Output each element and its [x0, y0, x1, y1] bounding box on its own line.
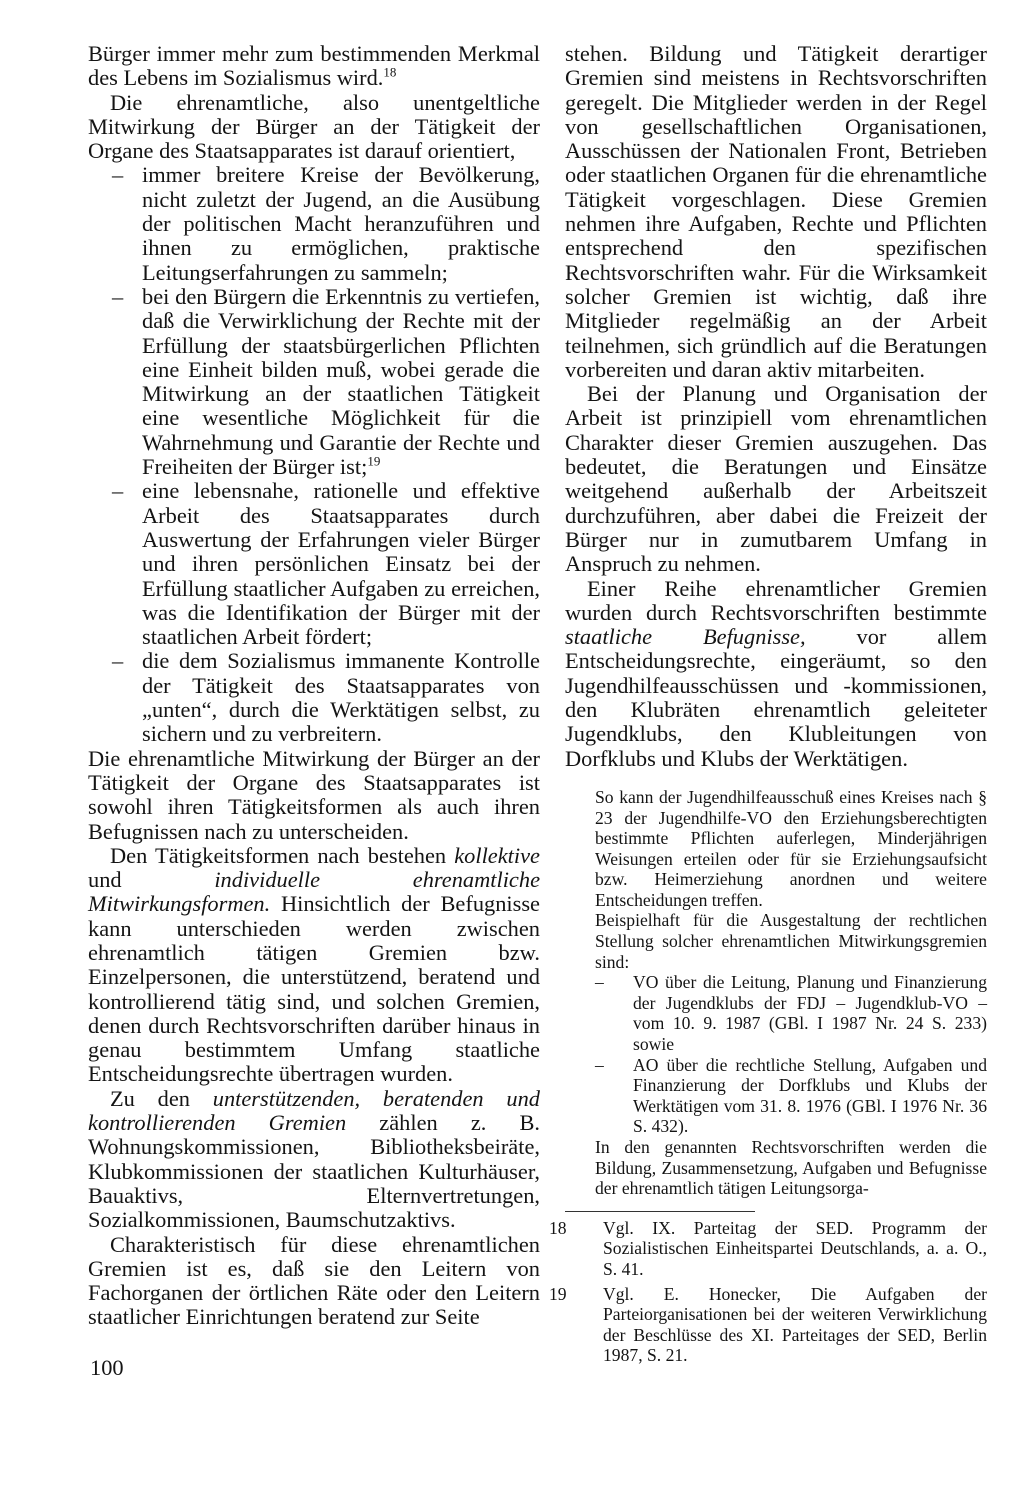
paragraph: Die ehrenamtliche, also unentgeltliche Mitwirkung der Bürger an der Tätigkeit der Organe des Staatsapparates ist darauf orientiert,	[88, 89, 540, 164]
dash-marker: –	[112, 283, 124, 309]
dash-marker: –	[595, 1054, 604, 1075]
paragraph: Beispielhaft für die Ausgestaltung der rechtlichen Stellung solcher ehrenamtlichen Mitwirkungsgremien sind:	[595, 910, 987, 972]
dash-marker: –	[112, 162, 124, 188]
paragraph: Bürger immer mehr zum bestimmenden Merkmal des Lebens im Sozialismus wird.$^{18}$	[88, 41, 540, 91]
footnote-ref[interactable]: 19	[367, 453, 381, 469]
footnote-number: 18	[549, 1217, 567, 1238]
dash-marker: –	[595, 972, 604, 993]
left-column	[88, 42, 540, 1330]
paragraph: Einer Reihe ehrenamtlicher Gremien wurden durch Rechtsvorschriften bestimmte staatliche Befugnisse, vor allem Entscheidungsrechte, eingeräumt, so den Jugendhilfeausschüssen und -kommissionen, den Klubräten ehrenamtlich geleiteter Jugendklubs, den Klubleitungen von Dorfklubs und Klubs der Werktätigen.	[565, 575, 988, 771]
paragraph: Die ehrenamtliche Mitwirkung der Bürger an der Tätigkeit der Organe des Staatsapparates ist sowohl ihren Tätigkeitsformen als auch ihren Befugnissen nach zu unterscheiden.	[88, 745, 540, 844]
paragraph: In den genannten Rechtsvorschriften werden die Bildung, Zusammensetzung, Aufgaben und Befugnisse der ehrenamtlich tätigen Leitungsorga-	[595, 1137, 987, 1199]
paragraph: Charakteristisch für diese ehrenamtlichen Gremien ist es, daß sie den Leitern von Fachorganen der örtlichen Räte oder den Leitern staatlicher Einrichtungen beratend zur Seite	[88, 1231, 540, 1330]
paragraph: stehen. Bildung und Tätigkeit derartiger Gremien sind meistens in Rechtsvorschriften geregelt. Die Mitglieder werden in der Regel von gesellschaftlichen Organisationen, Ausschüssen der Nationalen Front, Betrieben oder staatlichen Organen für die ehrenamtliche Tätigkeit vorgeschlagen. Diese Gremien nehmen ihre Aufgaben, Rechte und Pflichten entsprechend den spezifischen Rechtsvorschriften wahr. Für die Wirksamkeit solcher Gremien ist wichtig, daß ihre Mitglieder regelmäßig an der Arbeit teilnehmen, sich gründlich auf die Beratungen vorbereiten und daran aktiv mitarbeiten.	[565, 41, 987, 382]
list-item: – AO über die rechtliche Stellung, Aufgaben und Finanzierung der Dorfklubs und Klubs der Werktätigen vom 31. 8. 1976 (GBl. I 1976 Nr. 36 S. 432).	[595, 1054, 987, 1137]
footnote-divider	[565, 1211, 755, 1212]
list-item: – bei den Bürgern die Erkenntnis zu vertiefen, daß die Verwirklichung der Rechte mit der Erfüllung der staatsbürgerlichen Pflichten eine Einheit bilden muß, wobei gerade die Mitwirkung an der staatlichen Tätigkeit eine wesentliche Möglichkeit für die Wahrnehmung und Garantie der Rechte und Freiheiten der Bürger ist;$^{19}$	[112, 283, 540, 480]
footnote: 18 Vgl. IX. Parteitag der SED. Programm der Sozialistischen Einheitspartei Deutschlands, a. a. O., S. 41.	[549, 1217, 987, 1279]
list-item: – immer breitere Kreise der Bevölkerung, nicht zuletzt der Jugend, an die Ausübung der politischen Macht heranzuführen und ihnen zu ermöglichen, praktische Leitungserfahrungen zu sammeln;	[112, 162, 540, 285]
footnote: 19 Vgl. E. Honecker, Die Aufgaben der Parteiorganisationen bei der weiteren Verwirklichung der Beschlüsse des XI. Parteitages der SED, Berlin 1987, S. 21.	[549, 1283, 987, 1366]
paragraph: So kann der Jugendhilfeausschuß eines Kreises nach § 23 der Jugendhilfe-VO den Erziehungsberechtigten bestimmte Pflichten auferlegen, Minderjährigen Weisungen erteilen oder für sie Erziehungsaufsicht bzw. Heimerziehung anordnen und weitere Entscheidungen treffen.	[595, 786, 987, 910]
footnote-ref[interactable]: 18	[383, 64, 397, 80]
right-column	[549, 41, 988, 1370]
list-item: – die dem Sozialismus immanente Kontrolle der Tätigkeit des Staatsapparates von „unten“, durch die Werktätigen selbst, zu sichern und zu verbreitern.	[112, 648, 540, 747]
dash-marker: –	[112, 478, 124, 504]
small-print-block	[595, 787, 987, 1199]
paragraph: Zu den unterstützenden, beratenden und kontrollierenden Gremien zählen z. B. Wohnungskommissionen, Bibliotheksbeiräte, Klubkommissionen der staatlichen Kulturhäuser, Bauaktivs, Elternvertretungen, Sozialkommissionen, Baumschutzaktivs.	[88, 1085, 541, 1233]
paragraph: Den Tätigkeitsformen nach bestehen kollektive und individuelle ehrenamtliche Mitwirkungsformen. Hinsichtlich der Befugnisse kann unterschieden werden zwischen ehrenamtlich tätigen Gremien bzw. Einzelpersonen, die unterstützend, beratend und kontrollierend tätig sind, und solchen Gremien, denen durch Rechtsvorschriften darüber hinaus in genau bestimmtem Umfang staatliche Entscheidungsrechte übertragen wurden.	[88, 842, 541, 1087]
page-number: 100	[90, 1355, 124, 1380]
list-item: – VO über die Leitung, Planung und Finanzierung der Jugendklubs der FDJ – Jugendklub-VO – vom 10. 9. 1987 (GBl. I 1987 Nr. 24 S. 233) sowie	[595, 972, 987, 1055]
list-item: – eine lebensnahe, rationelle und effektive Arbeit des Staatsapparates durch Auswertung der Erfahrungen vieler Bürger und ihren persönlichen Einsatz bei der Erfüllung staatlicher Aufgaben zu erreichen, was die Identifikation der Bürger mit der staatlichen Arbeit fördert;	[112, 478, 540, 650]
dash-marker: –	[112, 648, 124, 674]
footnote-number: 19	[549, 1283, 567, 1304]
paragraph: Bei der Planung und Organisation der Arbeit ist prinzipiell vom ehrenamtlichen Charakter dieser Gremien auszugehen. Das bedeutet, die Beratungen und Einsätze weitgehend außerhalb der Arbeitszeit durchzuführen, aber dabei die Freizeit der Bürger nur in zumutbarem Umfang in Anspruch zu nehmen.	[565, 381, 987, 577]
